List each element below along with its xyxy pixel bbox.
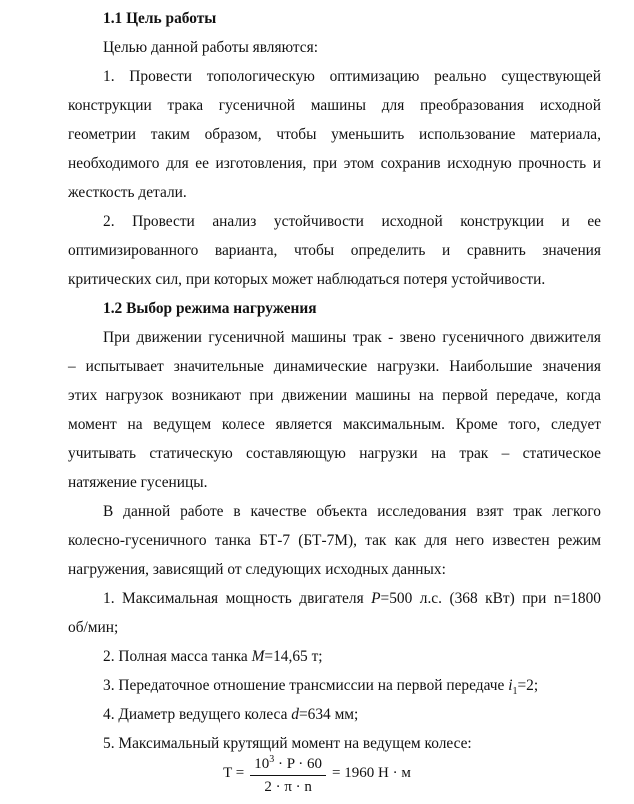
formula-fraction (250, 751, 326, 796)
paragraph-line: В данной работе в качестве объекта исследования взят трак легкого (103, 503, 601, 520)
section-heading-goal: 1.1 Цель работы (103, 10, 217, 27)
formula-lhs: T = (223, 764, 245, 781)
formula-denominator: 2 · π · n (264, 778, 312, 795)
torque-formula (0, 748, 634, 798)
section-heading-loading: 1.2 Выбор режима нагружения (103, 300, 317, 317)
goal-item-2-line: критических сил, при которых может наблюдаться потеря устойчивости. (68, 271, 546, 288)
goal-item-1-line: конструкции трака гусеничной машины для преобразования исходной (68, 97, 601, 114)
paragraph-line: этих нагрузок возникают при движении машины на первой передаче, когда (68, 387, 601, 404)
goal-item-1-line: необходимого для ее изготовления, при этом сохранив исходную прочность и (68, 155, 601, 172)
list-item-power-cont: об/мин; (68, 619, 119, 636)
goal-item-1-line: 1. Провести топологическую оптимизацию реально существующей (103, 68, 601, 85)
paragraph-line: При движении гусеничной машины трак - звено гусеничного движителя (103, 329, 601, 346)
list-item-diameter: 4. Диаметр ведущего колеса d=634 мм; (103, 706, 359, 723)
list-item-torque: 5. Максимальный крутящий момент на ведущем колесе: (103, 735, 472, 752)
paragraph-line: – испытывает значительные динамические нагрузки. Наибольшие значения (68, 358, 601, 375)
paragraph-line: натяжение гусеницы. (68, 474, 208, 491)
goal-item-1-line: жесткость детали. (68, 184, 187, 201)
formula-numerator: $10^3 \cdot P \cdot 60$ (250, 751, 326, 776)
list-item-mass: 2. Полная масса танка M=14,65 т; (103, 648, 323, 665)
paragraph-line: нагружения, зависящий от следующих исходных данных: (68, 561, 446, 578)
formula-rhs: = 1960 Н · м (332, 764, 411, 781)
goal-intro: Целью данной работы являются: (103, 39, 318, 56)
goal-item-1-line: геометрии таким образом, чтобы уменьшить использование материала, (68, 126, 601, 143)
goal-item-2-line: оптимизированного варианта, чтобы определить и сравнить значения (68, 242, 601, 259)
paragraph-line: колесно-гусеничного танка БТ-7 (БТ-7М), так как для него известен режим (68, 532, 601, 549)
paragraph-line: учитывать статическую составляющую нагрузки на трак – статическое (68, 445, 601, 462)
paragraph-line: момент на ведущем колесе является максимальным. Кроме того, следует (68, 416, 601, 433)
list-item-power: 1. Максимальная мощность двигателя P=500 л.с. (368 кВт) при n=1800 (103, 590, 601, 607)
goal-item-2-line: 2. Провести анализ устойчивости исходной конструкции и ее (103, 213, 601, 230)
list-item-gear-ratio: 3. Передаточное отношение трансмиссии на первой передаче $i_1=2$; (103, 677, 539, 698)
